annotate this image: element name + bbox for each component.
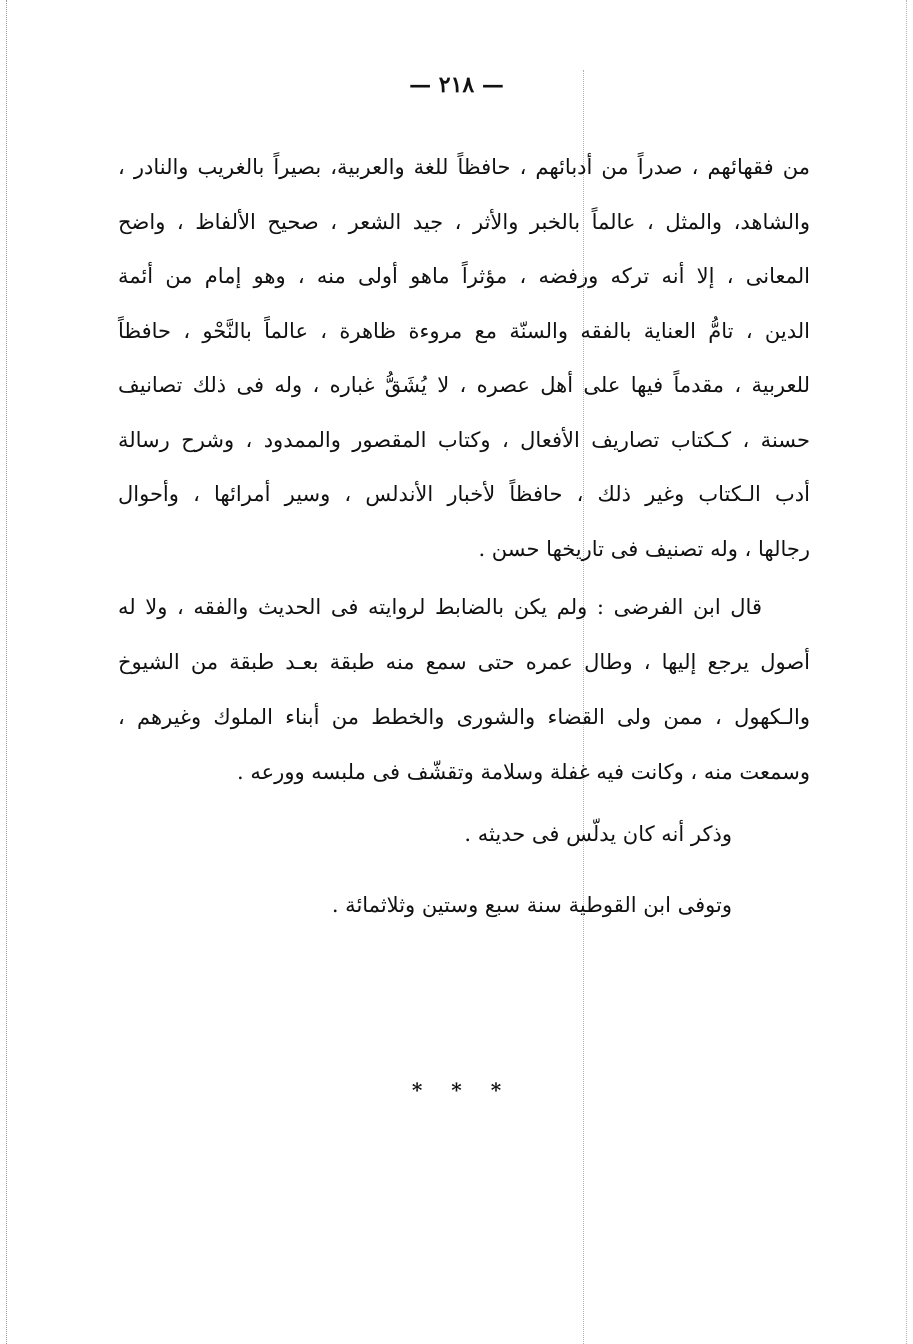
paragraph-3: وذكر أنه كان يدلّس فى حديثه . (464, 822, 732, 846)
text-line: الدين ، تامُّ العناية بالفقه والسنّة مع مروءة ظاهرة ، عالماً بالنَّحْو ، حافظاً (118, 318, 810, 343)
paragraph-2 (118, 580, 810, 800)
text-line: قال ابن الفرضى : ولم يكن بالضابط لروايته فى الحديث والفقه ، ولا له (118, 595, 762, 619)
page-number: — ٢١٨ — (409, 72, 504, 98)
text-line: من فقهائهم ، صدراً من أدبائهم ، حافظاً للغة والعربية، بصيراً بالغريب والنادر ، (118, 155, 810, 179)
text-line: المعانى ، إلا أنه تركه ورفضه ، مؤثراً ماهو أولى منه ، وهو إمام من أئمة (118, 264, 810, 288)
text-line: أدب الـكتاب وغير ذلك ، حافظاً لأخبار الأندلس ، وسير أمرائها ، وأحوال (118, 482, 810, 506)
section-separator: * * * (411, 1078, 502, 1102)
text-line: والشاهد، والمثل ، عالماً بالخبر والأثر ، جيد الشعر ، صحيح الألفاظ ، واضح (118, 209, 810, 234)
paragraph-4: وتوفى ابن القوطية سنة سبع وستين وثلاثمائة . (331, 893, 732, 917)
scan-edge-right (906, 0, 907, 1344)
scan-edge-left (6, 0, 7, 1344)
text-line: أصول يرجع إليها ، وطال عمره حتى سمع منه طبقة بعـد طبقة من الشيوخ (118, 650, 810, 674)
text-line: والـكهول ، ممن ولى القضاء والشورى والخطط من أبناء الملوك وغيرهم ، (118, 705, 810, 729)
text-line: رجالها ، وله تصنيف فى تاريخها حسن . (478, 536, 810, 561)
text-line: للعربية ، مقدماً فيها على أهل عصره ، لا يُشَقُّ غباره ، وله فى ذلك تصانيف (118, 373, 810, 397)
text-line: وسمعت منه ، وكانت فيه غفلة وسلامة وتقشّف فى ملبسه وورعه . (237, 760, 810, 784)
text-line: حسنة ، كـكتاب تصاريف الأفعال ، وكتاب المقصور والممدود ، وشرح رسالة (118, 427, 810, 452)
paragraph-1 (118, 140, 810, 576)
